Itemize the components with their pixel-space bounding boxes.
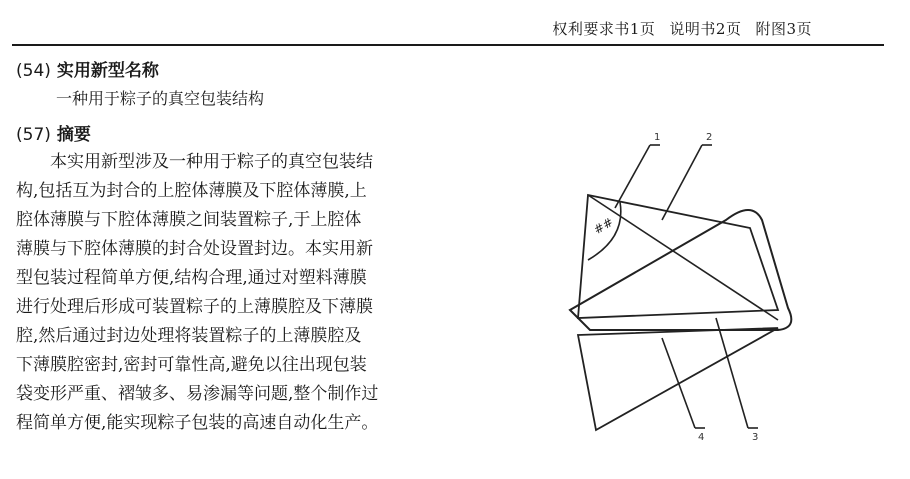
abstract-line: 进行处理后形成可装置粽子的上薄膜腔及下薄膜 [16,297,373,317]
figure-label-1: 1 [654,132,661,143]
document-page-counts [552,18,812,39]
leader-line-4 [662,338,695,428]
leader-line-3 [716,318,748,428]
section-54-code: (54) [16,61,51,81]
figure-label-3: 3 [752,432,759,443]
section-57-label: 摘要 [56,125,91,145]
utility-model-title: 一种用于粽子的真空包装结构 [56,89,265,108]
abstract-figure [530,120,820,450]
figure-label-4: 4 [698,432,705,443]
description-page-count: 说明书2页 [669,20,742,38]
abstract-line: 腔,然后通过封边处理将装置粽子的上薄膜腔及 [16,326,362,346]
leader-line-1 [615,145,650,208]
abstract-line: 薄膜与下腔体薄膜的封合处设置封边。本实用新 [16,239,373,259]
abstract-text [16,148,442,438]
section-57-heading [16,120,91,145]
header-rule [12,44,884,46]
hatch-mark: ## [591,214,616,238]
packaging-drawing [530,120,820,450]
section-57-code: (57) [16,125,51,145]
abstract-line: 程简单方便,能实现粽子包装的高速自动化生产。 [16,413,379,433]
drawings-page-count: 附图3页 [755,20,812,38]
abstract-line: 下薄膜腔密封,密封可靠性高,避免以往出现包装 [16,355,367,375]
abstract-line: 腔体薄膜与下腔体薄膜之间装置粽子,于上腔体 [16,210,362,230]
abstract-line: 构,包括互为封合的上腔体薄膜及下腔体薄膜,上 [16,181,367,201]
abstract-line: 本实用新型涉及一种用于粽子的真空包装结 [50,152,373,172]
claims-page-count: 权利要求书1页 [552,20,656,38]
figure-label-2: 2 [706,132,713,143]
abstract-line: 袋变形严重、褶皱多、易渗漏等问题,整个制作过 [16,384,379,404]
section-54-label: 实用新型名称 [56,61,159,81]
section-54-heading [16,56,159,81]
lower-film-cavity [578,328,778,430]
leader-line-2 [662,145,702,220]
abstract-line: 型包装过程简单方便,结构合理,通过对塑料薄膜 [16,268,367,288]
